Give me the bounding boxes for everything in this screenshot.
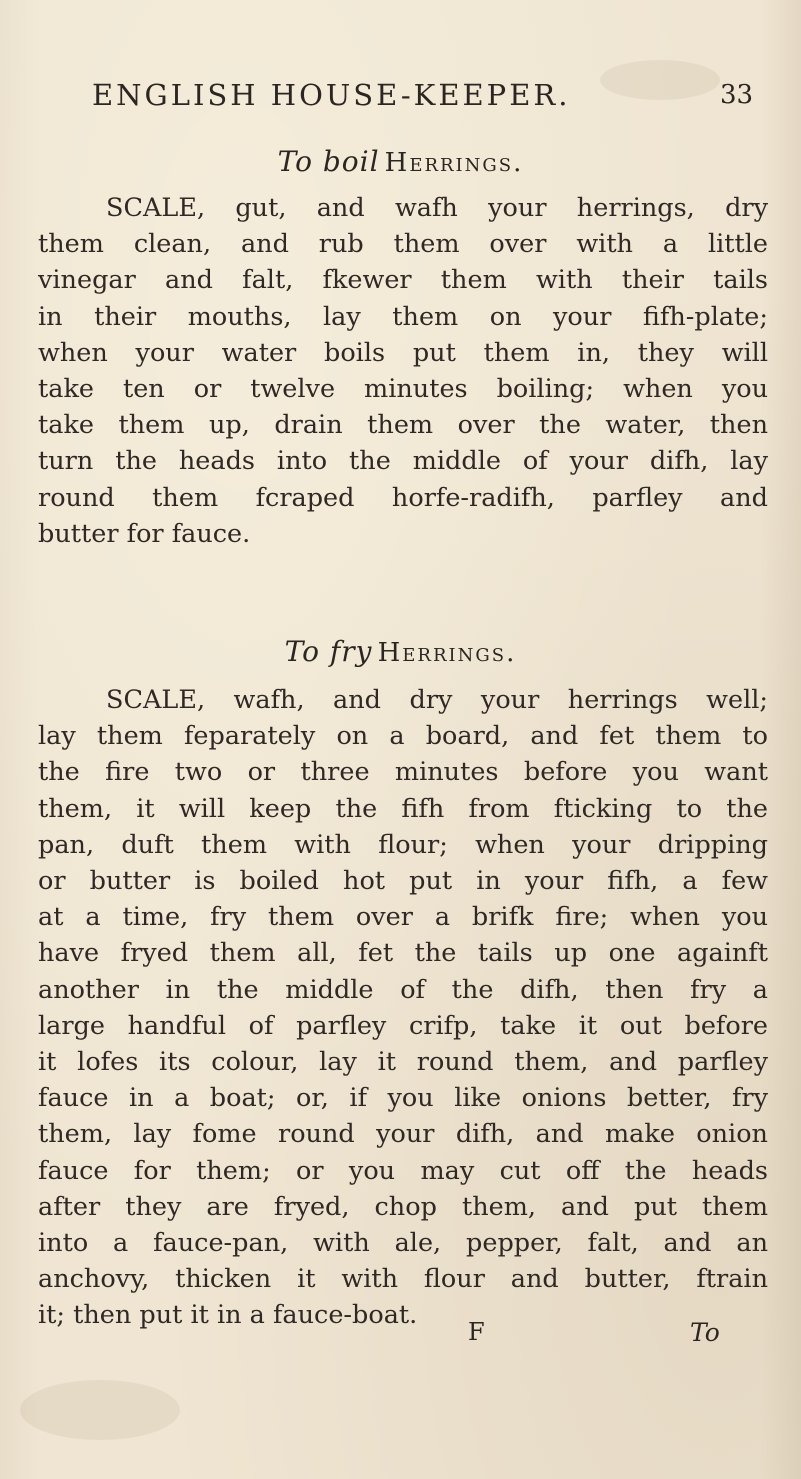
catchword: To [690,1318,720,1347]
recipe-heading-boil-herrings [0,145,801,178]
text-line: have fryed them all, fet the tails up one againft [38,938,768,969]
text-line: SCALE, gut, and wafh your herrings, dry [106,193,768,223]
text-line: them clean, and rub them over with a little [38,229,768,260]
recipe-heading-caps: Herrings. [377,638,517,668]
text-line: or butter is boiled hot put in your fifh, a few [38,866,768,897]
running-head [92,78,771,118]
text-line: take them up, drain them over the water, then [38,410,768,441]
text-line: turn the heads into the middle of your difh, lay [38,446,768,477]
recipe-body-boil-herrings [38,190,768,552]
text-line: vinegar and falt, fkewer them with their tails [38,265,768,296]
text-line: fauce for them; or you may cut off the heads [38,1155,768,1186]
paper-stain [20,1380,180,1440]
text-line: into a fauce-pan, with ale, pepper, falt, and an [38,1228,768,1259]
text-line: after they are fryed, chop them, and put them [38,1191,768,1222]
text-line: them, lay fome round your difh, and make onion [38,1119,768,1150]
recipe-heading-italic: To boil [277,145,380,178]
signature-mark: F [468,1318,485,1346]
text-line: it lofes its colour, lay it round them, and parfley [38,1047,768,1078]
recipe-heading-italic: To fry [284,635,373,668]
running-title: ENGLISH HOUSE-KEEPER. [92,78,571,112]
recipe-heading-fry-herrings [0,635,801,668]
text-line: anchovy, thicken it with flour and butter, ftrain [38,1264,768,1295]
text-line: fauce in a boat; or, if you like onions better, fry [38,1083,768,1114]
text-line: in their mouths, lay them on your fifh-plate; [38,301,768,332]
text-line: lay them feparately on a board, and fet them to [38,721,768,752]
text-line: at a time, fry them over a brifk fire; when you [38,902,768,933]
text-line: round them fcraped horfe-radifh, parfley and [38,482,768,513]
recipe-body-fry-herrings [38,682,768,1334]
page-footer [0,1318,801,1358]
recipe-heading-caps: Herrings. [384,148,524,178]
text-line: the fire two or three minutes before you want [38,757,768,788]
text-line: them, it will keep the fifh from fticking to the [38,793,768,824]
text-line: when your water boils put them in, they will [38,337,768,368]
text-line: SCALE, wafh, and dry your herrings well; [106,685,768,715]
text-line: take ten or twelve minutes boiling; when you [38,374,768,405]
text-line: large handful of parfley crifp, take it out before [38,1010,768,1041]
text-line: pan, duft them with flour; when your dripping [38,829,768,860]
page-number: 33 [720,80,754,110]
text-line: another in the middle of the difh, then fry a [38,974,768,1005]
text-line: it; then put it in a fauce-boat. [38,1300,418,1331]
text-line: butter for fauce. [38,518,251,549]
